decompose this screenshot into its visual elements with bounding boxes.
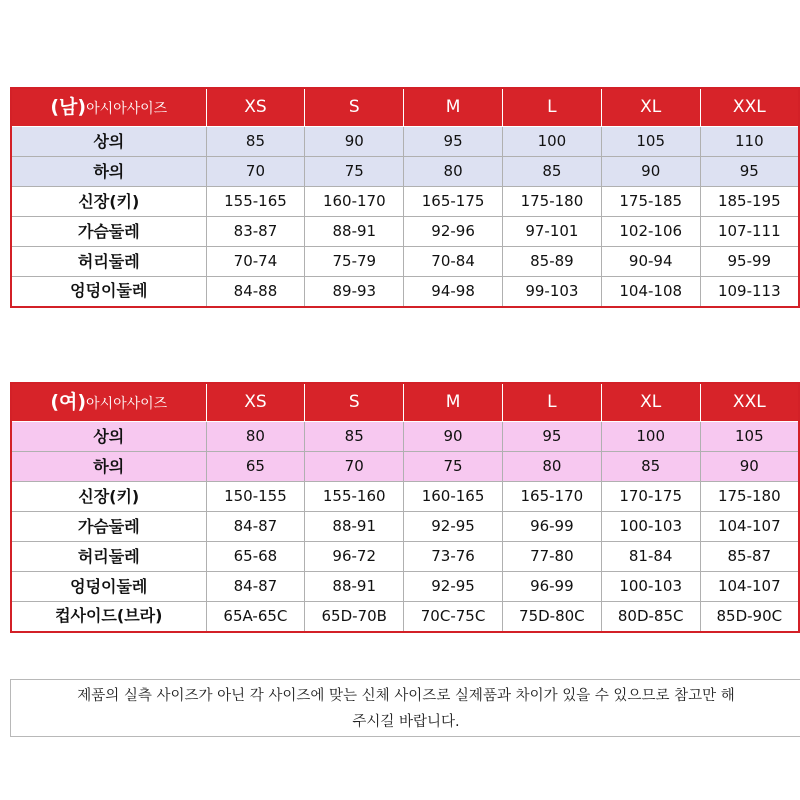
men-size-m: M — [404, 88, 503, 127]
cell: 100-103 — [601, 572, 700, 602]
cell: 65D-70B — [305, 602, 404, 632]
note-line-2: 주시길 바랍니다. — [352, 714, 460, 730]
cell: 85-87 — [700, 542, 799, 572]
women-size-m: M — [404, 383, 503, 422]
women-row-cup — [11, 602, 799, 632]
cell: 88-91 — [305, 512, 404, 542]
cell: 109-113 — [700, 277, 799, 307]
cell: 90-94 — [601, 247, 700, 277]
cell: 95 — [700, 157, 799, 187]
cell: 85 — [305, 422, 404, 452]
cell: 90 — [305, 127, 404, 157]
women-row-chest — [11, 512, 799, 542]
cell: 96-99 — [502, 512, 601, 542]
cell: 75D-80C — [502, 602, 601, 632]
row-label: 상의 — [11, 422, 206, 452]
cell: 85-89 — [503, 247, 602, 277]
cell: 75-79 — [305, 247, 404, 277]
cell: 95-99 — [700, 247, 799, 277]
cell: 70-84 — [404, 247, 503, 277]
men-size-xs: XS — [206, 88, 305, 127]
cell: 155-160 — [305, 482, 404, 512]
cell: 100 — [503, 127, 602, 157]
cell: 92-95 — [404, 572, 503, 602]
men-size-s: S — [305, 88, 404, 127]
cell: 84-88 — [206, 277, 305, 307]
row-label: 허리둘레 — [11, 247, 206, 277]
cell: 97-101 — [503, 217, 602, 247]
row-label: 가슴둘레 — [11, 512, 206, 542]
men-header-row — [11, 88, 799, 127]
cell: 70C-75C — [404, 602, 503, 632]
row-label: 신장(키) — [11, 482, 206, 512]
cell: 104-107 — [700, 512, 799, 542]
cell: 85D-90C — [700, 602, 799, 632]
men-size-xl: XL — [601, 88, 700, 127]
cell: 65-68 — [206, 542, 305, 572]
cell: 85 — [206, 127, 305, 157]
men-row-hip — [11, 277, 799, 307]
women-table-title: (여)아시아사이즈 — [11, 383, 206, 422]
men-row-height — [11, 187, 799, 217]
cell: 107-111 — [700, 217, 799, 247]
row-label: 가슴둘레 — [11, 217, 206, 247]
cell: 94-98 — [404, 277, 503, 307]
cell: 70-74 — [206, 247, 305, 277]
cell: 90 — [601, 157, 700, 187]
cell: 92-95 — [404, 512, 503, 542]
cell: 95 — [404, 127, 503, 157]
row-label: 컵사이드(브라) — [11, 602, 206, 632]
cell: 90 — [700, 452, 799, 482]
women-header-row — [11, 383, 799, 422]
cell: 95 — [502, 422, 601, 452]
men-size-table — [10, 87, 800, 308]
cell: 175-185 — [601, 187, 700, 217]
men-size-xxl: XXL — [700, 88, 799, 127]
women-size-l: L — [502, 383, 601, 422]
cell: 65A-65C — [206, 602, 305, 632]
men-row-top — [11, 127, 799, 157]
note-line-1: 제품의 실측 사이즈가 아닌 각 사이즈에 맞는 신체 사이즈로 실제품과 차이가 있을 수 있으므로 참고만 해 — [77, 688, 735, 704]
cell: 70 — [305, 452, 404, 482]
cell: 96-72 — [305, 542, 404, 572]
men-row-chest — [11, 217, 799, 247]
women-row-bottom — [11, 452, 799, 482]
men-size-l: L — [503, 88, 602, 127]
cell: 155-165 — [206, 187, 305, 217]
men-row-bottom — [11, 157, 799, 187]
cell: 84-87 — [206, 512, 305, 542]
women-size-xs: XS — [206, 383, 305, 422]
row-label: 신장(키) — [11, 187, 206, 217]
row-label: 하의 — [11, 157, 206, 187]
cell: 75 — [404, 452, 503, 482]
cell: 102-106 — [601, 217, 700, 247]
cell: 100 — [601, 422, 700, 452]
cell: 85 — [601, 452, 700, 482]
cell: 99-103 — [503, 277, 602, 307]
cell: 81-84 — [601, 542, 700, 572]
row-label: 상의 — [11, 127, 206, 157]
women-row-waist — [11, 542, 799, 572]
women-row-hip — [11, 572, 799, 602]
cell: 88-91 — [305, 572, 404, 602]
cell: 92-96 — [404, 217, 503, 247]
cell: 80D-85C — [601, 602, 700, 632]
women-row-height — [11, 482, 799, 512]
cell: 105 — [601, 127, 700, 157]
women-size-table — [10, 382, 800, 633]
cell: 160-165 — [404, 482, 503, 512]
cell: 77-80 — [502, 542, 601, 572]
cell: 185-195 — [700, 187, 799, 217]
cell: 83-87 — [206, 217, 305, 247]
row-label: 엉덩이둘레 — [11, 572, 206, 602]
row-label: 하의 — [11, 452, 206, 482]
size-disclaimer-note — [10, 679, 800, 737]
men-row-waist — [11, 247, 799, 277]
cell: 104-108 — [601, 277, 700, 307]
men-table-title: (남)아시아사이즈 — [11, 88, 206, 127]
women-row-top — [11, 422, 799, 452]
cell: 80 — [404, 157, 503, 187]
cell: 170-175 — [601, 482, 700, 512]
women-size-xl: XL — [601, 383, 700, 422]
cell: 80 — [502, 452, 601, 482]
cell: 84-87 — [206, 572, 305, 602]
cell: 175-180 — [503, 187, 602, 217]
cell: 85 — [503, 157, 602, 187]
cell: 96-99 — [502, 572, 601, 602]
cell: 160-170 — [305, 187, 404, 217]
cell: 165-175 — [404, 187, 503, 217]
cell: 70 — [206, 157, 305, 187]
cell: 65 — [206, 452, 305, 482]
cell: 73-76 — [404, 542, 503, 572]
cell: 80 — [206, 422, 305, 452]
cell: 89-93 — [305, 277, 404, 307]
row-label: 허리둘레 — [11, 542, 206, 572]
women-size-s: S — [305, 383, 404, 422]
cell: 110 — [700, 127, 799, 157]
cell: 90 — [404, 422, 503, 452]
cell: 175-180 — [700, 482, 799, 512]
cell: 105 — [700, 422, 799, 452]
row-label: 엉덩이둘레 — [11, 277, 206, 307]
cell: 104-107 — [700, 572, 799, 602]
cell: 165-170 — [502, 482, 601, 512]
cell: 88-91 — [305, 217, 404, 247]
cell: 100-103 — [601, 512, 700, 542]
women-size-xxl: XXL — [700, 383, 799, 422]
cell: 150-155 — [206, 482, 305, 512]
cell: 75 — [305, 157, 404, 187]
